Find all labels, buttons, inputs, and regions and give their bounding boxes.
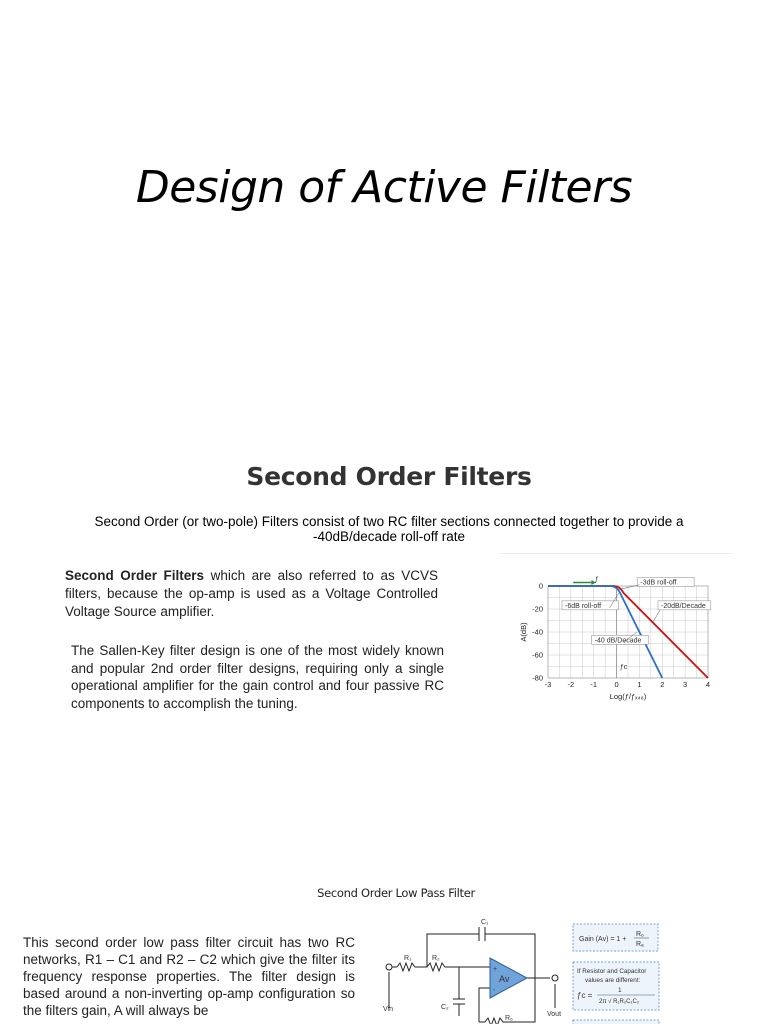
- cutoff-note-line2: values are different:: [585, 977, 641, 984]
- vin-label: Vin: [383, 1006, 393, 1013]
- vcvs-text: which are also referred to as VCVS filters, because the op-amp is used as a Voltage Controlled Voltage Source amplifier.: [65, 568, 438, 619]
- sallen-key-paragraph: The Sallen-Key filter design is one of the most widely known and popular 2nd order filter designs, requiring only a single operational amplifier for the gain control and four passive RC components to accomplish the tuning.: [71, 643, 444, 711]
- x-tick-label: 3: [683, 680, 688, 689]
- low-pass-circuit-diagram: [375, 912, 675, 1024]
- x-axis-label: Log(ƒ/ƒₓ₄₈): [609, 692, 647, 701]
- vin-terminal: [386, 964, 392, 970]
- section-title: Second Order Filters: [246, 462, 532, 491]
- cutoff-note-line1: If Resistor and Capacitor: [577, 968, 647, 975]
- x-tick-label: 4: [705, 680, 711, 689]
- circuit-wires: [389, 927, 555, 1024]
- gain-numerator: R₆: [636, 931, 644, 938]
- y-tick-label: -20: [532, 604, 543, 614]
- gain-denominator: Rₐ: [636, 941, 644, 948]
- cutoff-denominator: 2π √ R₁R₂C₁C₂: [599, 999, 640, 1005]
- y-tick-label: -60: [532, 650, 543, 660]
- extra-formula-box: [573, 1020, 659, 1024]
- x-tick-label: -2: [567, 680, 575, 689]
- annotation-label: -20dB/Decade: [661, 602, 706, 610]
- frequency-response-chart: [500, 552, 732, 710]
- c2-label: C₂: [441, 1004, 449, 1011]
- annotation-label: -40 dB/Decade: [594, 637, 642, 645]
- low-pass-paragraph: This second order low pass filter circuit has two RC networks, R1 – C1 and R2 – C2 which give the filter its frequency response properties. The filter design is based around a non-inverting op-amp configuration so the filters gain, A will always be: [23, 935, 355, 1018]
- annotation-label: ƒ: [594, 576, 599, 584]
- op-amp-plus: +: [493, 966, 498, 973]
- vout-terminal: [552, 975, 558, 981]
- annotation-pointer: [619, 585, 640, 590]
- gain-formula-text: Gain (Av) = 1 +: [579, 936, 627, 943]
- y-axis-label: A(dB): [519, 622, 528, 642]
- op-amp-minus: -: [493, 987, 496, 994]
- x-tick-label: -1: [590, 680, 598, 689]
- cutoff-label: ƒc =: [577, 991, 593, 1000]
- x-tick-label: 2: [660, 680, 665, 689]
- vout-label: Vout: [547, 1011, 562, 1018]
- y-tick-label: -40: [532, 627, 543, 637]
- annotation-label: ƒc: [619, 663, 628, 671]
- rb-label: R₆: [505, 1015, 513, 1022]
- r2-label: R₂: [432, 955, 440, 962]
- r1-label: R₁: [404, 955, 412, 962]
- slide-title: Design of Active Filters: [135, 162, 633, 213]
- y-tick-label: -80: [532, 673, 543, 683]
- annotation-pointer: [653, 610, 660, 622]
- annotation-label: -6dB roll-off: [565, 602, 602, 610]
- op-amp-label: Av: [499, 974, 510, 984]
- x-tick-label: 1: [637, 680, 642, 689]
- vcvs-paragraph: [65, 567, 438, 621]
- y-tick-label: 0: [538, 581, 543, 591]
- intro-text: Second Order (or two-pole) Filters consist of two RC filter sections connected together to provide a -40dB/decade roll-off rate: [94, 514, 684, 544]
- c1-label: C₁: [481, 919, 489, 926]
- annotation-label: -3dB roll-off: [640, 579, 677, 587]
- cutoff-numerator: 1: [618, 987, 622, 994]
- vcvs-bold-term: Second Order Filters: [65, 568, 205, 583]
- x-tick-label: -3: [544, 680, 552, 689]
- x-tick-label: 0: [614, 680, 619, 689]
- circuit-caption: Second Order Low Pass Filter: [317, 886, 475, 900]
